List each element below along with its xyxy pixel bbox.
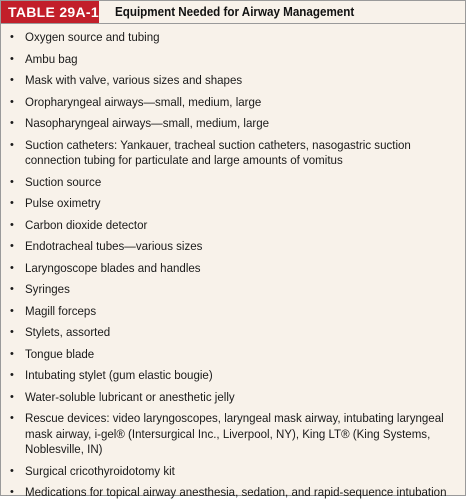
list-item	[1, 73, 465, 89]
list-item-text: Suction catheters: Yankauer, tracheal suction catheters, nasogastric suction connection tubing for particulate and large amounts of vomitus	[25, 137, 411, 167]
bullet-icon: •	[10, 74, 14, 86]
bullet-icon: •	[10, 117, 14, 129]
bullet-icon: •	[10, 138, 14, 151]
list-item	[1, 325, 465, 341]
list-item	[1, 464, 465, 480]
list-item-text: Carbon dioxide detector	[25, 217, 148, 232]
bullet-icon: •	[10, 31, 14, 43]
list-item	[1, 218, 465, 234]
list-item	[1, 138, 465, 169]
bullet-icon: •	[10, 326, 14, 338]
list-item	[1, 30, 465, 46]
list-item-text: Mask with valve, various sizes and shapes	[25, 73, 243, 87]
list-item	[1, 282, 465, 298]
list-item-text: Medications for topical airway anesthesia, sedation, and rapid-sequence intubation	[25, 485, 447, 499]
bullet-icon: •	[10, 175, 14, 188]
list-item-text: Endotracheal tubes—various sizes	[25, 239, 203, 253]
list-item	[1, 411, 465, 458]
list-item	[1, 368, 465, 384]
bullet-icon: •	[10, 412, 14, 424]
list-item-text: Nasopharyngeal airways—small, medium, large	[25, 116, 270, 130]
list-item-text: Oropharyngeal airways—small, medium, large	[25, 94, 262, 109]
list-item-text: Magill forceps	[25, 303, 97, 318]
list-item	[1, 239, 465, 255]
list-item-text: Tongue blade	[25, 346, 95, 361]
bullet-icon: •	[10, 304, 14, 317]
equipment-list	[1, 24, 465, 501]
list-item-text: Oxygen source and tubing	[25, 30, 160, 44]
list-item-text: Ambu bag	[25, 51, 78, 66]
bullet-icon: •	[10, 283, 14, 295]
list-item	[1, 485, 465, 501]
list-item	[1, 347, 465, 363]
list-item	[1, 196, 465, 212]
table-title: Equipment Needed for Airway Management	[115, 5, 355, 19]
list-item-text: Surgical cricothyroidotomy kit	[25, 463, 175, 478]
list-item	[1, 52, 465, 68]
bullet-icon: •	[10, 369, 14, 381]
bullet-icon: •	[10, 240, 14, 252]
bullet-icon: •	[10, 347, 14, 360]
list-item	[1, 116, 465, 132]
bullet-icon: •	[10, 486, 14, 498]
list-item-text: Pulse oximetry	[25, 196, 101, 210]
bullet-icon: •	[10, 390, 14, 403]
list-item-text: Stylets, assorted	[25, 325, 111, 339]
list-item-text: Syringes	[25, 282, 70, 296]
list-item-text: Suction source	[25, 174, 102, 189]
list-item	[1, 390, 465, 406]
bullet-icon: •	[10, 52, 14, 65]
list-item	[1, 175, 465, 191]
bullet-icon: •	[10, 261, 14, 274]
list-item-text: Rescue devices: video laryngoscopes, laryngeal mask airway, intubating laryngeal mask airway, i-gel® (Intersurgical Inc., Liverpool, NY), King LT® (King Systems, Noblesville, IN)	[25, 411, 444, 456]
list-item	[1, 95, 465, 111]
bullet-icon: •	[10, 197, 14, 209]
table-header	[1, 1, 465, 24]
bullet-icon: •	[10, 464, 14, 477]
bullet-icon: •	[10, 95, 14, 108]
bullet-icon: •	[10, 218, 14, 231]
list-item	[1, 304, 465, 320]
list-item-text: Intubating stylet (gum elastic bougie)	[25, 368, 213, 382]
list-item	[1, 261, 465, 277]
list-item-text: Water-soluble lubricant or anesthetic jelly	[25, 389, 235, 404]
list-item-text: Laryngoscope blades and handles	[25, 260, 201, 275]
table-number-label: TABLE 29A-1	[1, 1, 99, 23]
